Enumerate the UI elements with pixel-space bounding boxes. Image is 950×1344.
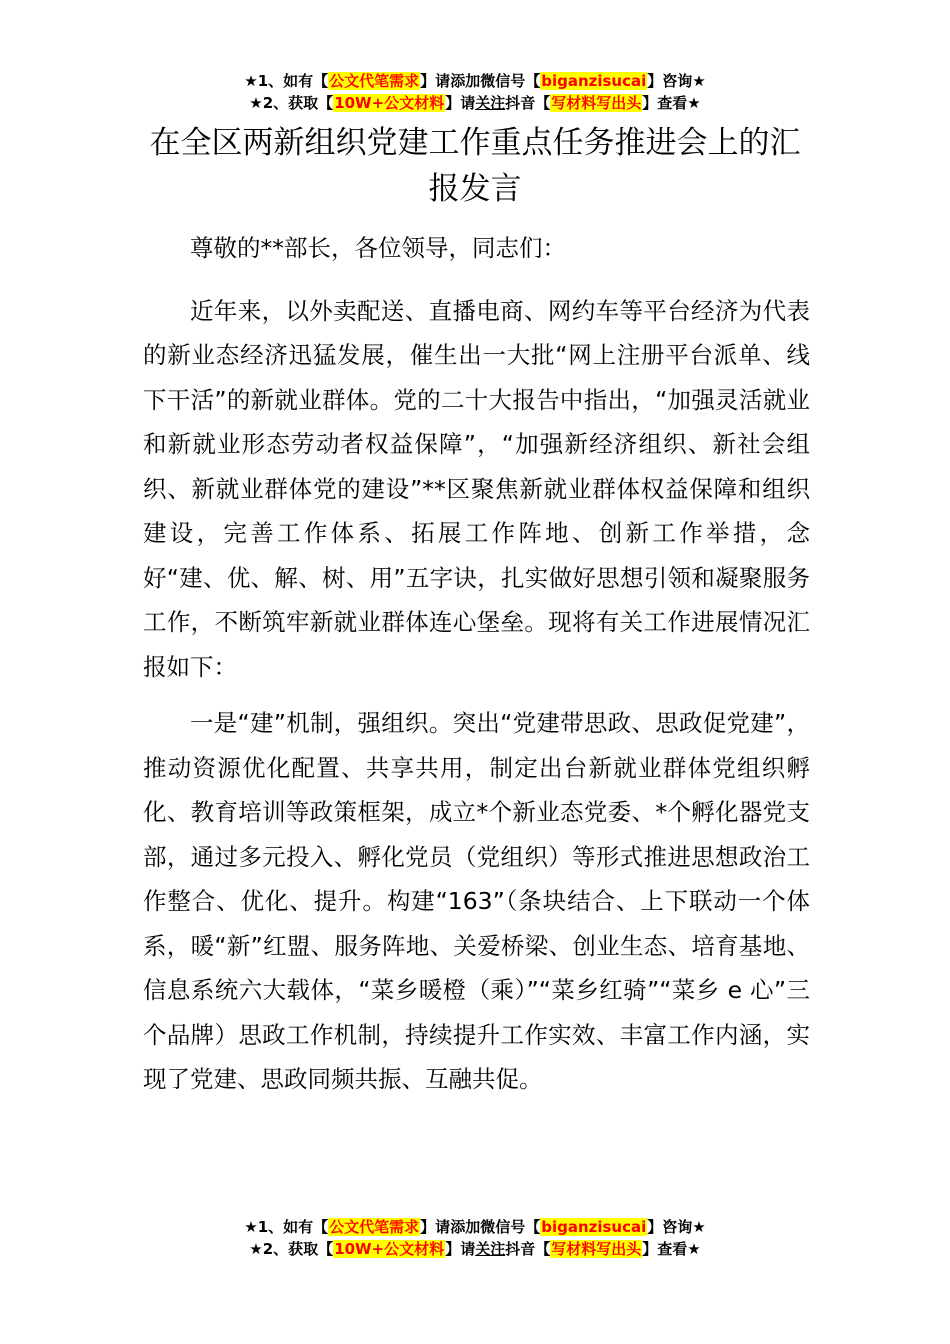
banner-highlight: 写材料写出头 <box>551 1240 642 1258</box>
banner-text: ★1、如有【 <box>244 72 329 90</box>
banner-text: 】查看★ <box>642 1240 701 1258</box>
banner-text: ★2、获取【 <box>249 1240 334 1258</box>
footer-banner <box>0 1216 950 1260</box>
banner-line-2 <box>0 1238 950 1260</box>
banner-highlight: 10W+公文材料 <box>334 1240 445 1258</box>
banner-highlight: 写材料写出头 <box>551 94 642 112</box>
banner-text: 微信号【 <box>480 72 541 90</box>
banner-highlight: 公文代笔需求 <box>329 72 420 90</box>
banner-text: 】请 <box>445 1240 476 1258</box>
banner-text: 】咨询★ <box>647 1218 706 1236</box>
banner-highlight: 10W+公文材料 <box>334 94 445 112</box>
banner-bold-word: 添加 <box>450 72 481 90</box>
banner-text: 】请 <box>420 72 451 90</box>
banner-underlined-word: 关注 <box>475 1240 506 1258</box>
paragraph-intro: 近年来，以外卖配送、直播电商、网约车等平台经济为代表的新业态经济迅猛发展，催生出一大批“网上注册平台派单、线下干活”的新就业群体。党的二十大报告中指出，“加强灵活就业和新就业形态劳动者权益保障”，“加强新经济组织、新社会组织、新就业群体党的建设”**区聚焦新就业群体权益保障和组织建设，完善工作体系、拓展工作阵地、创新工作举措，念好“建、优、解、树、用”五字诀，扎实做好思想引领和凝聚服务工作，不断筑牢新就业群体连心堡垒。现将有关工作进展情况汇报如下： <box>143 296 810 681</box>
document-body <box>143 226 810 1114</box>
header-banner <box>0 70 950 114</box>
banner-text: 】请 <box>445 94 476 112</box>
banner-text: 】查看★ <box>642 94 701 112</box>
banner-bold-word: 添加 <box>450 1218 481 1236</box>
banner-text: 抖音【 <box>505 94 551 112</box>
banner-text: 】请 <box>420 1218 451 1236</box>
banner-line-2 <box>0 92 950 114</box>
banner-highlight: 公文代笔需求 <box>329 1218 420 1236</box>
banner-highlight: biganzisucai <box>541 72 647 90</box>
banner-highlight: biganzisucai <box>541 1218 647 1236</box>
banner-text: 微信号【 <box>480 1218 541 1236</box>
paragraph-point-1: 一是“建”机制，强组织。突出“党建带思政、思政促党建”，推动资源优化配置、共享共用，制定出台新就业群体党组织孵化、教育培训等政策框架，成立*个新业态党委、*个孵化器党支部，通过多元投入、孵化党员（党组织）等形式推进思想政治工作整合、优化、提升。构建“163”（条块结合、上下联动一个体系，暖“新”红盟、服务阵地、关爱桥梁、创业生态、培育基地、信息系统六大载体，“菜乡暖橙（乘）”“菜乡红骑”“菜乡 e 心”三个品牌）思政工作机制，持续提升工作实效、丰富工作内涵，实现了党建、思政同频共振、互融共促。 <box>143 709 810 1093</box>
document-title: 在全区两新组织党建工作重点任务推进会上的汇报发言 <box>149 125 801 207</box>
banner-text: ★1、如有【 <box>244 1218 329 1236</box>
banner-line-1 <box>0 1216 950 1238</box>
banner-underlined-word: 关注 <box>475 94 506 112</box>
banner-text: 】咨询★ <box>647 72 706 90</box>
banner-text: 抖音【 <box>505 1240 551 1258</box>
banner-line-1 <box>0 70 950 92</box>
banner-text: ★2、获取【 <box>249 94 334 112</box>
salutation: 尊敬的**部长，各位领导，同志们： <box>190 234 566 262</box>
